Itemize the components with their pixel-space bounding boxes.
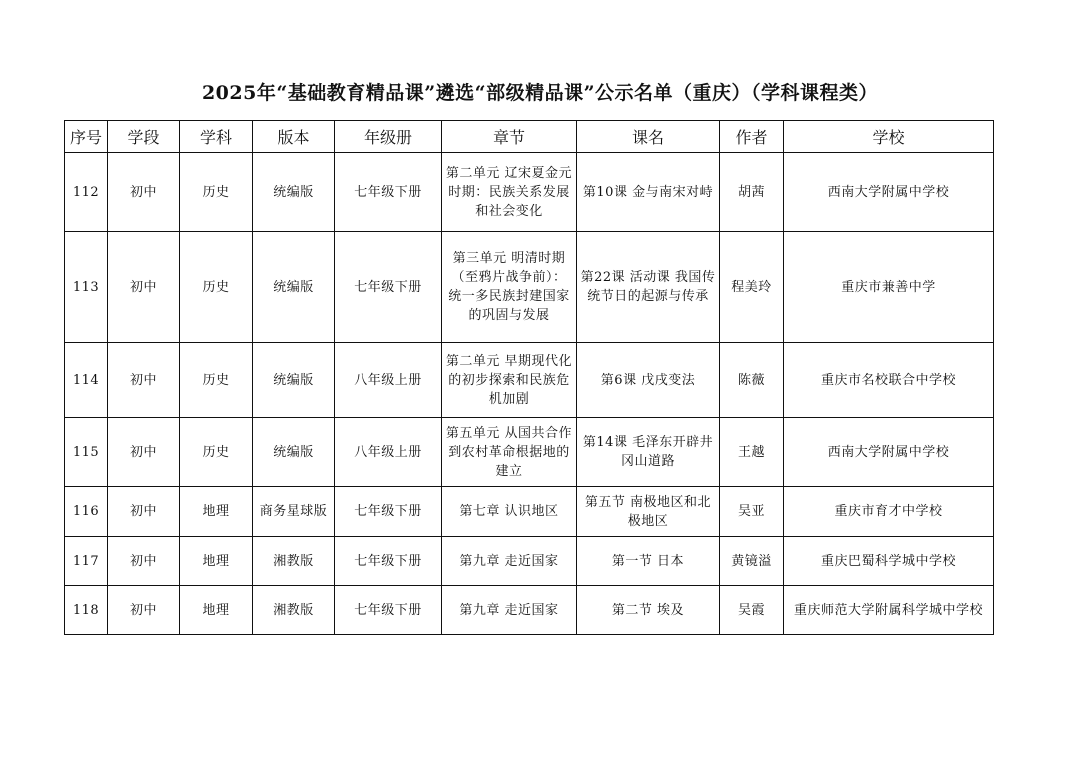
cell-school: 重庆市育才中学校 (784, 487, 994, 537)
cell-subject: 历史 (180, 343, 253, 418)
cell-serial: 114 (65, 343, 108, 418)
cell-lesson: 第二节 埃及 (577, 586, 720, 635)
cell-stage: 初中 (108, 586, 180, 635)
cell-edition: 统编版 (253, 232, 335, 343)
cell-grade-volume: 七年级下册 (335, 153, 442, 232)
cell-lesson: 第一节 日本 (577, 537, 720, 586)
cell-chapter: 第九章 走近国家 (442, 586, 577, 635)
cell-grade-volume: 八年级上册 (335, 343, 442, 418)
cell-author: 王越 (720, 418, 784, 487)
table-row (65, 418, 994, 487)
cell-subject: 地理 (180, 537, 253, 586)
cell-edition: 湘教版 (253, 537, 335, 586)
cell-author: 吴亚 (720, 487, 784, 537)
cell-serial: 112 (65, 153, 108, 232)
cell-author: 程美玲 (720, 232, 784, 343)
cell-edition: 湘教版 (253, 586, 335, 635)
cell-subject: 历史 (180, 232, 253, 343)
cell-school: 重庆市兼善中学 (784, 232, 994, 343)
document-title: 2025年“基础教育精品课”遴选“部级精品课”公示名单（重庆）（学科课程类） (201, 82, 879, 104)
cell-serial: 113 (65, 232, 108, 343)
cell-author: 吴霞 (720, 586, 784, 635)
header-chapter: 章节 (442, 121, 577, 153)
course-list-table (64, 120, 994, 635)
header-edition: 版本 (253, 121, 335, 153)
cell-stage: 初中 (108, 232, 180, 343)
cell-edition: 统编版 (253, 418, 335, 487)
table-header-row (65, 121, 994, 153)
cell-serial: 118 (65, 586, 108, 635)
header-author: 作者 (720, 121, 784, 153)
table-row (65, 537, 994, 586)
cell-chapter: 第五单元 从国共合作到农村革命根据地的建立 (442, 418, 577, 487)
cell-grade-volume: 七年级下册 (335, 586, 442, 635)
cell-lesson: 第五节 南极地区和北极地区 (577, 487, 720, 537)
cell-author: 陈薇 (720, 343, 784, 418)
cell-stage: 初中 (108, 418, 180, 487)
cell-lesson: 第6课 戊戌变法 (577, 343, 720, 418)
cell-edition: 统编版 (253, 343, 335, 418)
cell-subject: 地理 (180, 586, 253, 635)
header-lesson: 课名 (577, 121, 720, 153)
table-row (65, 487, 994, 537)
cell-chapter: 第九章 走近国家 (442, 537, 577, 586)
cell-chapter: 第二单元 辽宋夏金元时期：民族关系发展和社会变化 (442, 153, 577, 232)
header-subject: 学科 (180, 121, 253, 153)
cell-school: 西南大学附属中学校 (784, 418, 994, 487)
cell-subject: 地理 (180, 487, 253, 537)
cell-grade-volume: 七年级下册 (335, 487, 442, 537)
header-school: 学校 (784, 121, 994, 153)
header-grade-volume: 年级册 (335, 121, 442, 153)
cell-grade-volume: 七年级下册 (335, 232, 442, 343)
cell-chapter: 第二单元 早期现代化的初步探索和民族危机加剧 (442, 343, 577, 418)
header-serial: 序号 (65, 121, 108, 153)
cell-grade-volume: 七年级下册 (335, 537, 442, 586)
cell-author: 胡茜 (720, 153, 784, 232)
cell-serial: 117 (65, 537, 108, 586)
cell-chapter: 第三单元 明清时期（至鸦片战争前）：统一多民族封建国家的巩固与发展 (442, 232, 577, 343)
header-stage: 学段 (108, 121, 180, 153)
cell-stage: 初中 (108, 487, 180, 537)
cell-school: 重庆市名校联合中学校 (784, 343, 994, 418)
cell-edition: 统编版 (253, 153, 335, 232)
table-row (65, 153, 994, 232)
cell-lesson: 第22课 活动课 我国传统节日的起源与传承 (577, 232, 720, 343)
cell-edition: 商务星球版 (253, 487, 335, 537)
cell-author: 黄镜溢 (720, 537, 784, 586)
table-row (65, 232, 994, 343)
cell-lesson: 第14课 毛泽东开辟井冈山道路 (577, 418, 720, 487)
cell-school: 重庆巴蜀科学城中学校 (784, 537, 994, 586)
cell-stage: 初中 (108, 153, 180, 232)
table-row (65, 343, 994, 418)
cell-stage: 初中 (108, 537, 180, 586)
cell-serial: 116 (65, 487, 108, 537)
cell-chapter: 第七章 认识地区 (442, 487, 577, 537)
table-row (65, 586, 994, 635)
cell-school: 西南大学附属中学校 (784, 153, 994, 232)
cell-stage: 初中 (108, 343, 180, 418)
cell-subject: 历史 (180, 153, 253, 232)
cell-school: 重庆师范大学附属科学城中学校 (784, 586, 994, 635)
cell-lesson: 第10课 金与南宋对峙 (577, 153, 720, 232)
cell-grade-volume: 八年级上册 (335, 418, 442, 487)
cell-subject: 历史 (180, 418, 253, 487)
cell-serial: 115 (65, 418, 108, 487)
